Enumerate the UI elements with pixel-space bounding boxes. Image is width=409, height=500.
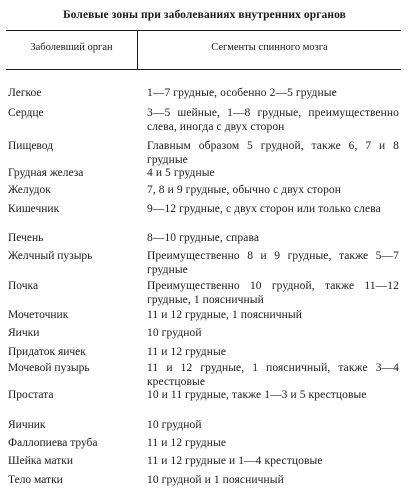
column-header-segments: Сегменты спинного мозга: [211, 42, 328, 53]
segments-cell: Преимущественно 10 грудной, также 11—12 грудные, 1 поясничный: [147, 280, 399, 306]
organ-cell: Мочевой пузырь: [8, 362, 90, 374]
organ-cell: Кишечник: [8, 203, 60, 215]
table-title: Болевые зоны при заболеваниях внутренних органов: [62, 9, 346, 21]
segments-cell: 10 грудной и 1 поясничный: [147, 474, 284, 486]
header-bottom-rule: [6, 69, 401, 70]
segments-cell: 8—10 грудные, справа: [147, 232, 260, 244]
column-header-organ: Заболевший орган: [30, 42, 113, 53]
segments-cell: Главным образом 5 грудной, также 6, 7 и 8 грудные: [147, 140, 399, 166]
segments-cell: 11 и 12 грудные, 1 поясничный, также 3—4 крестцовые: [147, 362, 399, 388]
organ-cell: Желчный пузырь: [8, 250, 93, 262]
organ-cell: Пищевод: [8, 140, 54, 152]
segments-cell: 11 и 12 грудные: [147, 437, 227, 449]
segments-cell: 11 и 12 грудные: [147, 346, 227, 358]
segments-cell: 9—12 грудные, с двух сторон или только слева: [147, 203, 381, 215]
segments-cell: 1—7 грудные, особенно 2—5 грудные: [147, 87, 337, 99]
segments-cell: 10 грудной: [147, 419, 202, 431]
segments-cell: 3—5 шейные, 1—8 грудные, преимущественно слева, иногда с двух сторон: [147, 107, 399, 133]
segments-cell: Преимущественно 8 и 9 грудные, также 5—7 грудные: [147, 250, 399, 276]
organ-cell: Фаллопиева труба: [8, 437, 98, 449]
organ-cell: Придаток яичек: [8, 346, 86, 358]
header-top-rule: [6, 30, 401, 31]
organ-cell: Грудная железа: [8, 167, 84, 179]
organ-cell: Тело матки: [8, 474, 63, 486]
segments-cell: 10 и 11 грудные, также 1—3 и 5 крестцовые: [147, 389, 367, 401]
segments-cell: 7, 8 и 9 грудные, обычно с двух сторон: [147, 184, 342, 196]
organ-cell: Простата: [8, 389, 54, 401]
organ-cell: Яичник: [8, 419, 46, 431]
organ-cell: Желудок: [8, 184, 51, 196]
organ-cell: Шейка матки: [8, 455, 74, 467]
segments-cell: 11 и 12 грудные и 1—4 крестцовые: [147, 455, 323, 467]
organ-cell: Легкое: [8, 87, 42, 99]
segments-cell: 4 и 5 грудные: [147, 167, 215, 179]
organ-cell: Печень: [8, 232, 44, 244]
organ-cell: Сердце: [8, 107, 44, 119]
organ-cell: Мочеточник: [8, 309, 69, 321]
segments-cell: 10 грудной: [147, 327, 202, 339]
organ-cell: Почка: [8, 280, 39, 292]
organ-cell: Яички: [8, 327, 40, 339]
segments-cell: 11 и 12 грудные, 1 поясничный: [147, 309, 303, 321]
